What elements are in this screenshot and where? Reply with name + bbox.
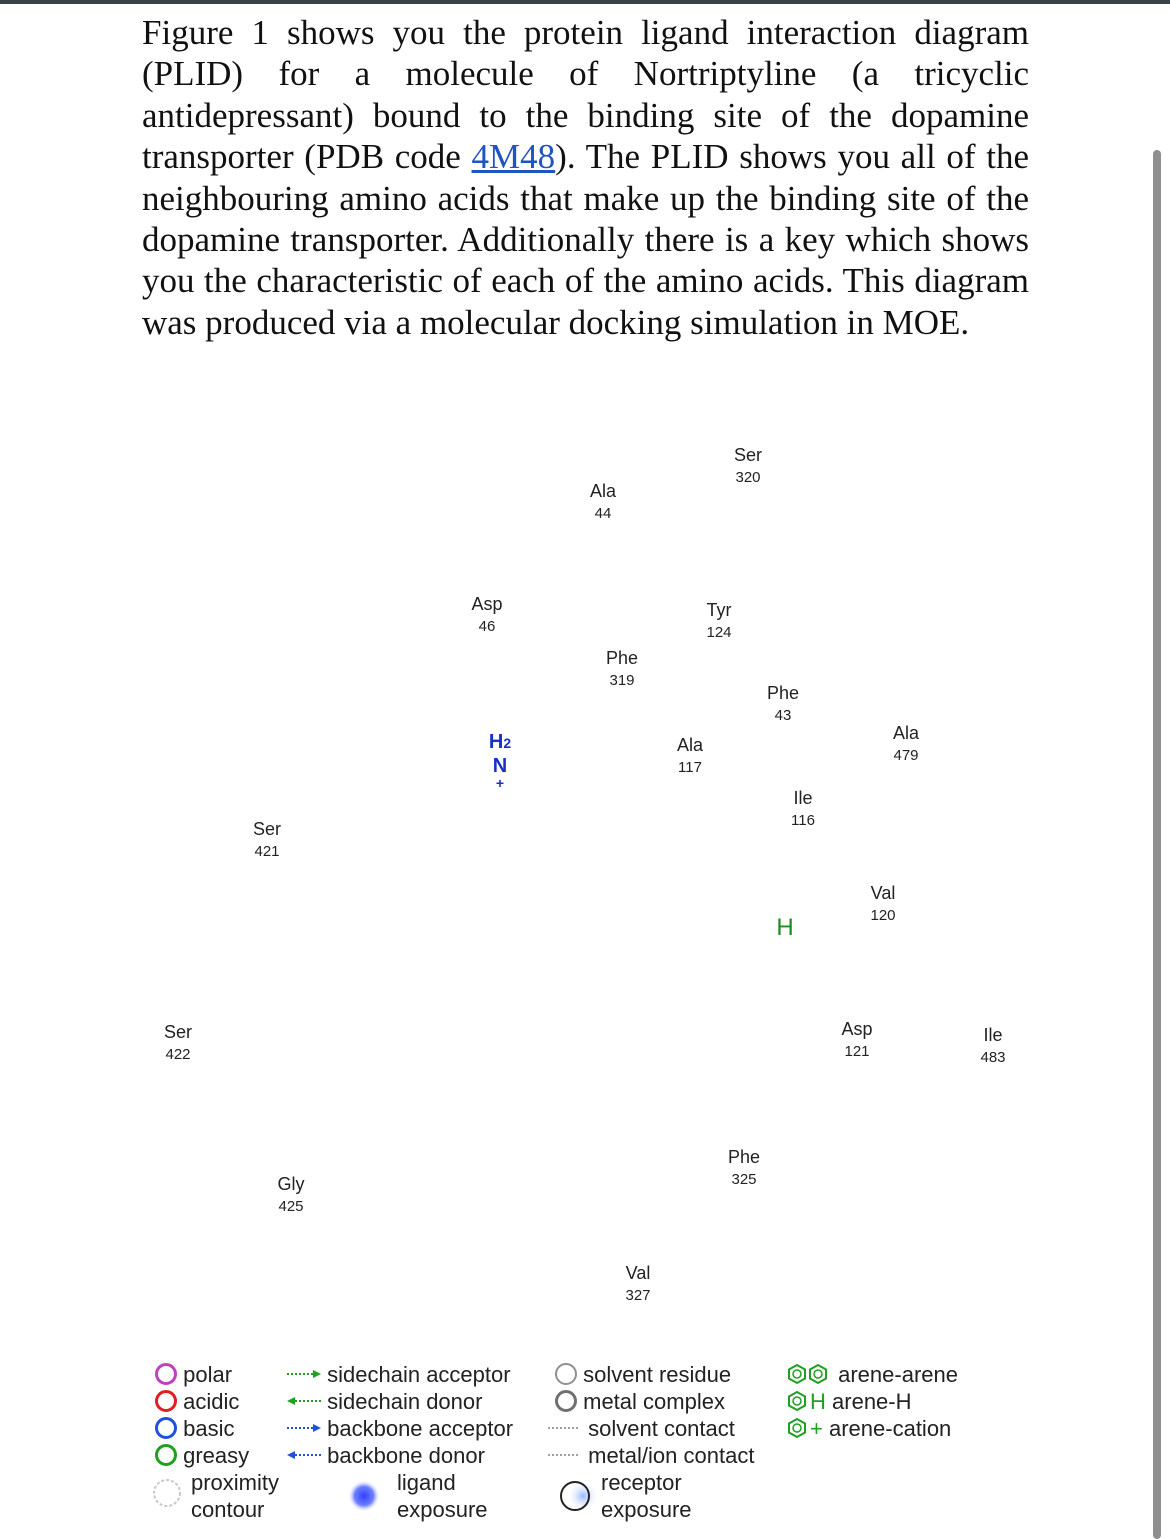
legend-label: sidechain donor: [327, 1389, 483, 1414]
legend-label: sidechain acceptor: [327, 1362, 511, 1387]
legend-solvent-contact: [548, 1415, 735, 1442]
residue-name: Ala: [676, 735, 703, 755]
legend-label: proximity: [191, 1470, 280, 1495]
legend-label: basic: [183, 1416, 235, 1441]
legend-sidechain-acceptor: [287, 1361, 511, 1388]
residue-name: Ser: [252, 819, 281, 839]
residue-name: Phe: [727, 1147, 761, 1167]
description-text-end: ). The PLID shows you all of the neighbouring amino acids that make up the binding site of the dopamine transporter. Additionally there is a key which shows you the characteristic of each of the amino acids. This diagram was produced via a molecular docking simulation in MOE.: [142, 137, 1029, 342]
acidic-circle-icon: [155, 1390, 177, 1412]
residue-number: 117: [678, 759, 702, 776]
residue-val-327: [598, 1262, 678, 1308]
legend-basic: [155, 1415, 234, 1442]
proximity-contour-icon: [150, 1475, 186, 1515]
legend-label: arene-cation: [828, 1416, 952, 1441]
amine-hydrogens: [480, 730, 520, 755]
residue-number: 46: [478, 618, 496, 635]
residue-number: 325: [731, 1171, 757, 1188]
legend-label: contour: [191, 1497, 265, 1522]
ligand-exposure-icon: [340, 1476, 380, 1516]
residue-name: Ile: [983, 1025, 1003, 1045]
legend-label: metal/ion contact: [588, 1443, 755, 1468]
residue-number: 422: [165, 1046, 191, 1063]
arene-h-icon: [786, 1390, 810, 1412]
residue-name: Ile: [793, 788, 813, 808]
residue-ile-116: [763, 787, 843, 833]
residue-number: 116: [791, 812, 815, 829]
residue-phe-319: [582, 647, 662, 693]
residue-tyr-124: [679, 599, 759, 645]
metal-complex-circle-icon: [555, 1390, 577, 1412]
residue-ser-421: [227, 818, 307, 864]
residue-name: Phe: [605, 648, 639, 668]
sidechain-donor-arrow-icon: [287, 1396, 321, 1406]
residue-name: Val: [625, 1263, 651, 1283]
legend-arene-cation: [786, 1415, 951, 1442]
legend-label: exposure: [601, 1497, 692, 1522]
arene-arene-icon: [786, 1363, 832, 1385]
residue-ile-483: [953, 1024, 1033, 1070]
backbone-acceptor-arrow-icon: [287, 1423, 321, 1433]
residue-number: 43: [774, 707, 792, 724]
residue-ser-320: [708, 444, 788, 490]
backbone-donor-arrow-icon: [287, 1450, 321, 1460]
figure-description: [142, 12, 1029, 343]
legend-label: metal complex: [583, 1389, 725, 1414]
residue-name: Gly: [277, 1174, 305, 1194]
residue-number: 327: [625, 1287, 651, 1304]
residue-number: 120: [870, 907, 896, 924]
legend-arene-arene: [786, 1361, 958, 1388]
sidechain-acceptor-arrow-icon: [287, 1369, 321, 1379]
pdb-link[interactable]: 4M48: [471, 137, 556, 177]
amine-nitrogen: N: [492, 755, 508, 777]
residue-asp-46: [447, 593, 527, 639]
legend-label: solvent contact: [588, 1416, 735, 1441]
legend-label: arene-arene: [838, 1362, 958, 1387]
ligand-hydrogen-atom: H: [776, 914, 794, 941]
residue-ala-479: [866, 722, 946, 768]
legend-label: ligand: [397, 1470, 456, 1495]
residue-name: Val: [870, 883, 896, 903]
description-text-start: Figure 1 shows you the protein ligand interaction diagram (PLID) for a molecule of Nortriptyline (a tricyclic antidepressant) bound to the binding site of the dopamine transporter (PDB code: [142, 13, 1029, 177]
legend-greasy: [155, 1442, 249, 1469]
legend-backbone-acceptor: [287, 1415, 513, 1442]
residue-name: Ala: [589, 481, 616, 501]
greasy-circle-icon: [155, 1444, 177, 1466]
residue-number: 121: [844, 1043, 870, 1060]
residue-name: Ala: [892, 723, 919, 743]
basic-circle-icon: [155, 1417, 177, 1439]
amine-subscript: 2: [503, 735, 512, 751]
residue-number: 124: [706, 624, 732, 641]
residue-number: 421: [254, 843, 280, 860]
ligand-amine-group: [480, 730, 520, 789]
legend-label: polar: [183, 1362, 233, 1387]
residue-number: 44: [594, 505, 612, 522]
legend-label: exposure: [397, 1497, 488, 1522]
residue-number: 483: [980, 1049, 1006, 1066]
residue-gly-425: [251, 1173, 331, 1219]
polar-circle-icon: [155, 1363, 177, 1385]
residue-phe-325: [704, 1146, 784, 1192]
residue-number: 479: [893, 747, 919, 764]
residue-name: Ser: [163, 1022, 192, 1042]
legend-backbone-donor: [287, 1442, 485, 1469]
legend-arene-h: [786, 1388, 912, 1415]
residue-number: 319: [609, 672, 635, 689]
residue-name: Asp: [471, 594, 503, 614]
residue-name: Ser: [733, 445, 762, 465]
residue-ala-44: [563, 480, 643, 526]
legend-label: receptor: [601, 1470, 682, 1495]
residue-number: 425: [278, 1198, 304, 1215]
arene-cation-icon: [786, 1417, 810, 1439]
solvent-residue-circle-icon: [555, 1363, 577, 1385]
residue-ala-117: [650, 734, 730, 780]
legend-label: backbone acceptor: [327, 1416, 514, 1441]
amine-h-label: H: [488, 731, 504, 753]
residue-name: Asp: [841, 1019, 873, 1039]
receptor-exposure-icon: [553, 1474, 601, 1518]
residue-name: Phe: [766, 683, 800, 703]
legend-metal-complex: [555, 1388, 725, 1415]
amine-charge: +: [495, 775, 505, 791]
arene-cation-glyph: +: [810, 1416, 823, 1441]
residue-name: Tyr: [706, 600, 732, 620]
residue-val-120: [843, 882, 923, 928]
arene-h-glyph: H: [810, 1389, 826, 1414]
scrollbar[interactable]: [1153, 150, 1161, 1539]
legend-sidechain-donor: [287, 1388, 482, 1415]
legend-label: acidic: [183, 1389, 240, 1414]
legend-label: solvent residue: [583, 1362, 732, 1387]
legend-label: arene-H: [832, 1389, 912, 1414]
residue-phe-43: [743, 682, 823, 728]
legend-label: greasy: [183, 1443, 250, 1468]
legend-polar: [155, 1361, 232, 1388]
metal-ion-contact-line-icon: [548, 1450, 582, 1460]
top-bar: [0, 0, 1170, 4]
legend-solvent-residue: [555, 1361, 731, 1388]
legend-label: backbone donor: [327, 1443, 485, 1468]
legend-metal-ion-contact: [548, 1442, 754, 1469]
residue-asp-121: [817, 1018, 897, 1064]
residue-number: 320: [735, 469, 761, 486]
legend-acidic: [155, 1388, 239, 1415]
residue-ser-422: [138, 1021, 218, 1067]
solvent-contact-line-icon: [548, 1423, 582, 1433]
